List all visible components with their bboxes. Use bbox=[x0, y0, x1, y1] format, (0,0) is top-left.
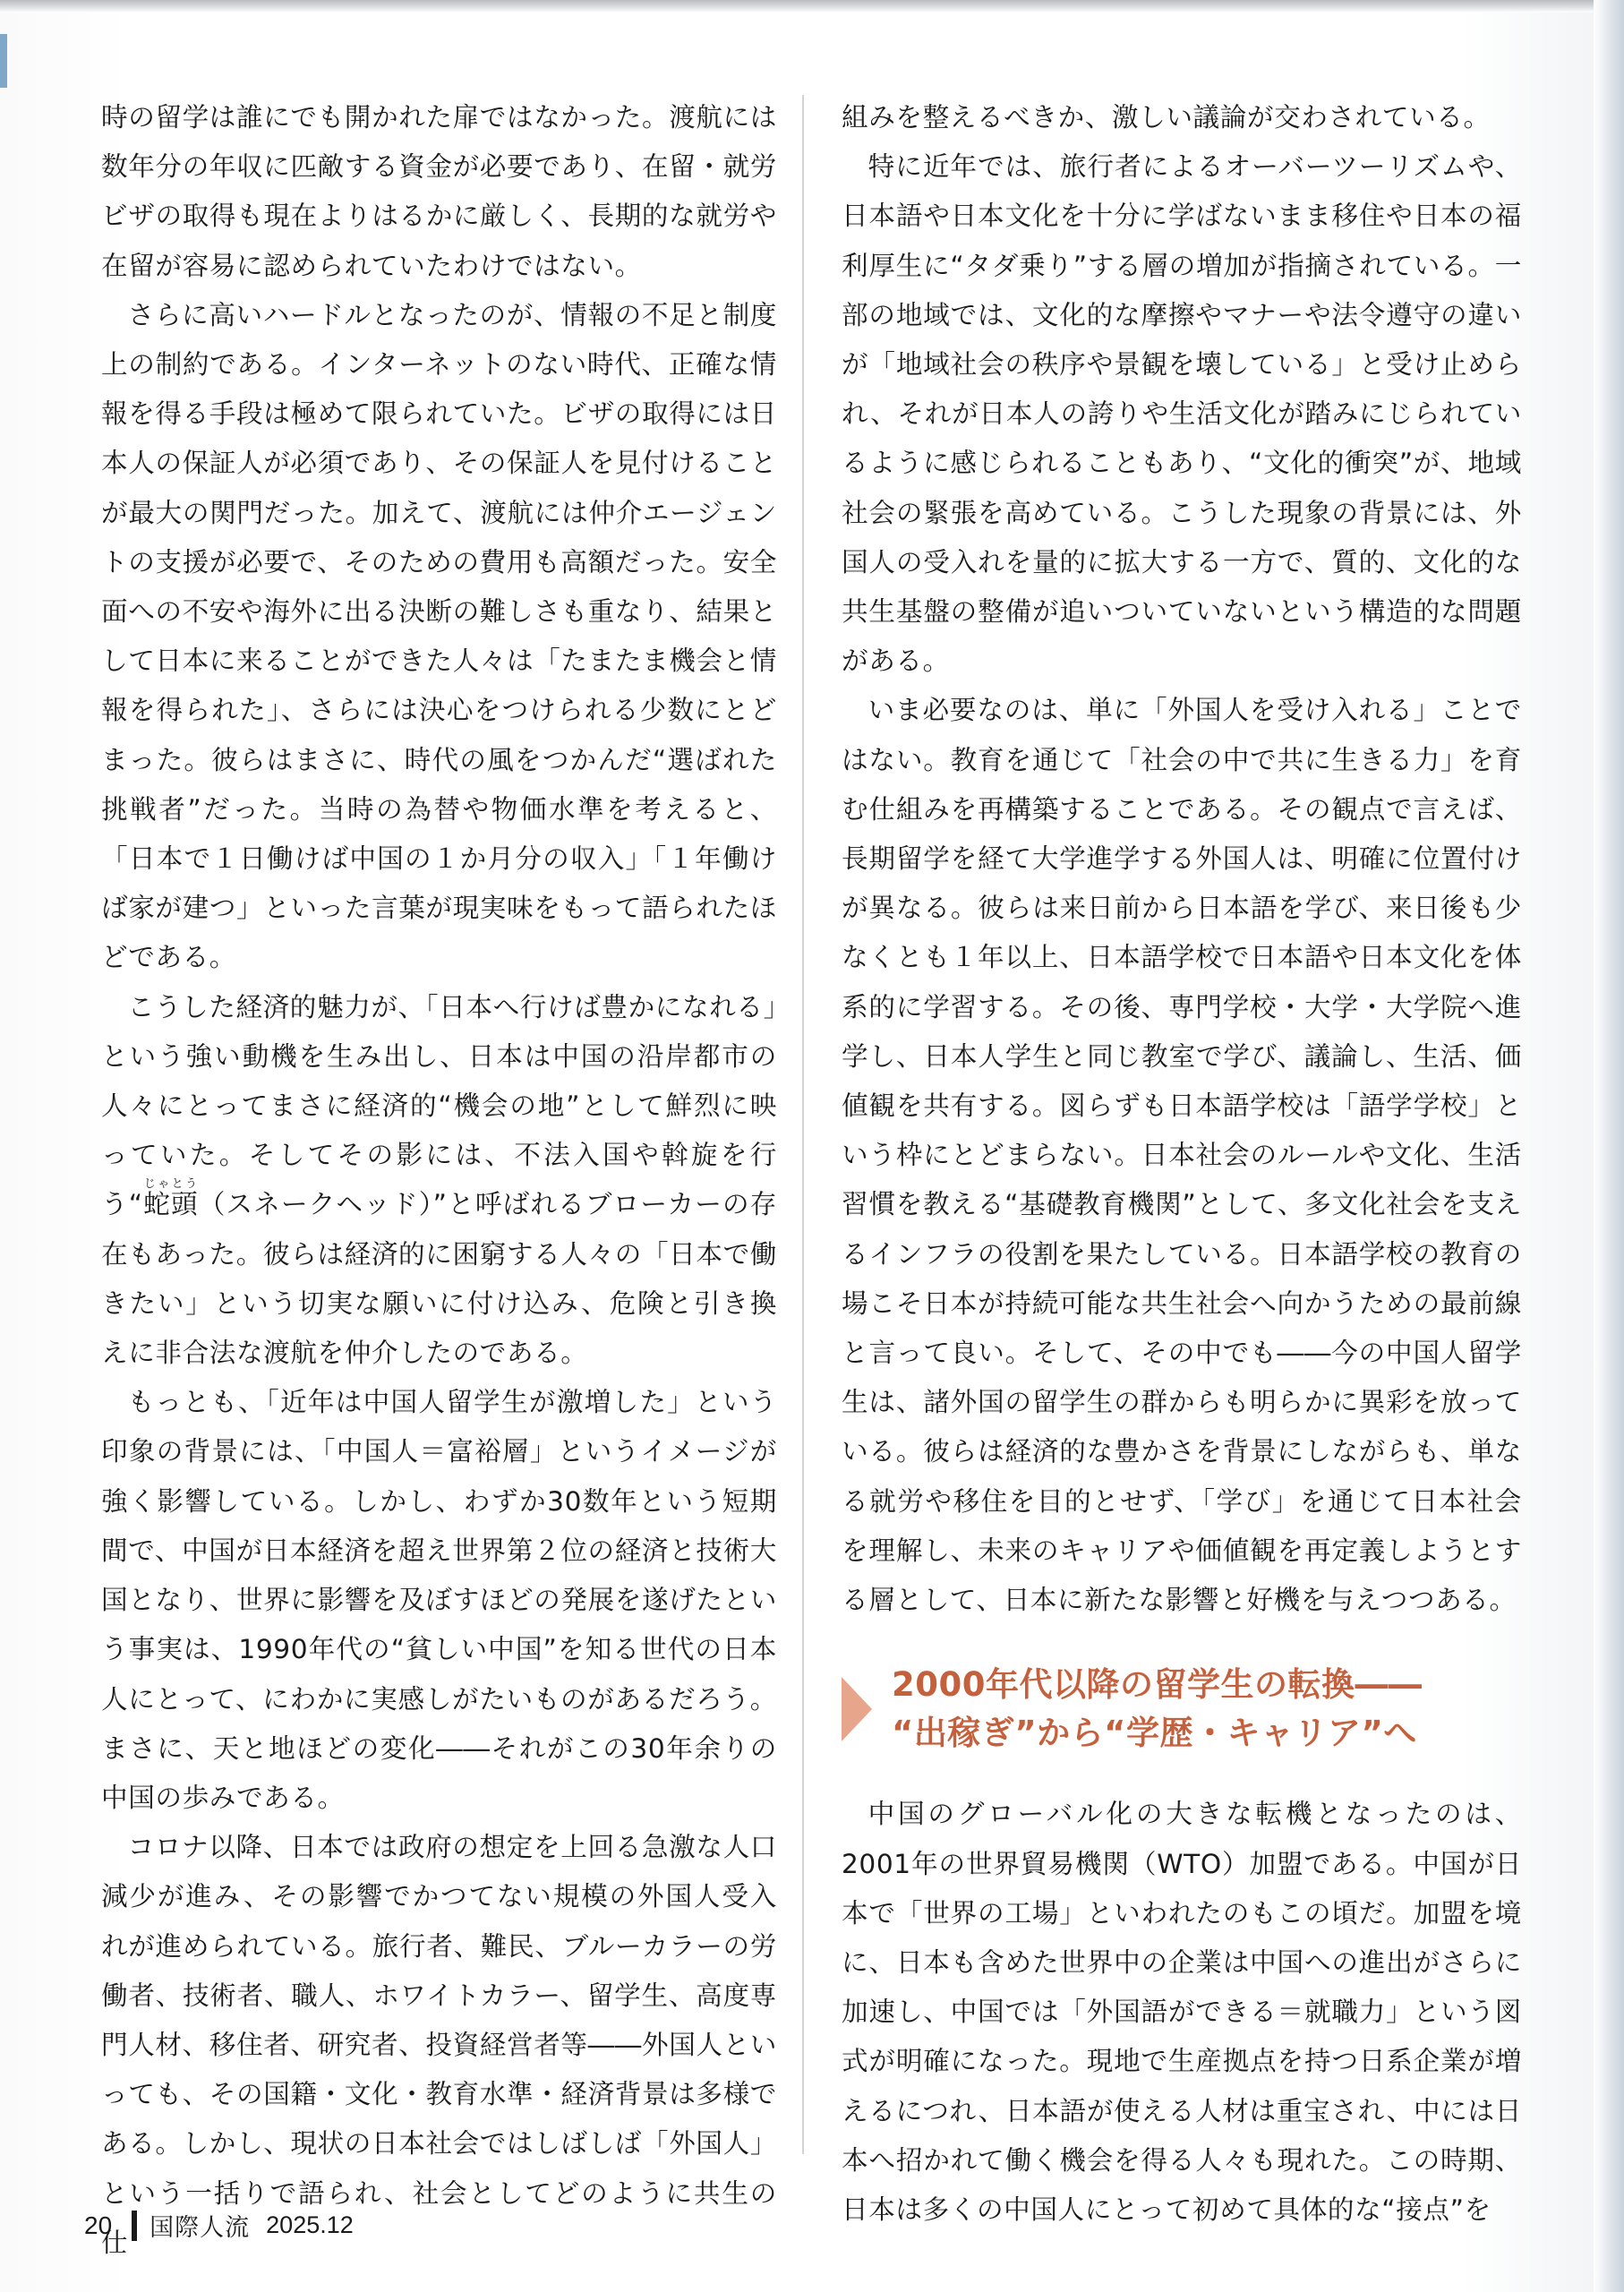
page-top-edge bbox=[0, 0, 1624, 13]
snakehead-word: 蛇頭 bbox=[142, 1189, 199, 1220]
paragraph: 時の留学は誰にでも開かれた扉ではなかった。渡航には数年分の年収に匹敵する資金が必要であり、在留・就労ビザの取得も現在よりはるかに厳しく、長期的な就労や在留が容易に認められていたわけではない。 bbox=[101, 102, 777, 281]
open-quote: “ bbox=[128, 1189, 143, 1220]
paragraph: さらに高いハードルとなったのが、情報の不足と制度上の制約である。インターネットのない時代、正確な情報を得る手段は極めて限られていた。ビザの取得には日本人の保証人が必須であり、その保証人を見付けることが最大の関門だった。加えて、渡航には仲介エージェントの支援が必要で、そのための費用も高額だった。安全面への不安や海外に出る決断の難しさも重なり、結果として日本に来ることができた人々は「たまたま機会と情報を得られた」、さらには決心をつけられる少数にとどまった。彼らはまさに、時代の風をつかんだ“選ばれた挑戦者”だった。当時の為替や物価水準を考えると、「日本で１日働けば中国の１か月分の収入」「１年働けば家が建つ」といった言葉が現実味をもって語られたほどである。 bbox=[101, 299, 777, 973]
paragraph: もっとも、「近年は中国人留学生が激増した」という印象の背景には、「中国人＝富裕層」というイメージが強く影響している。しかし、わずか30数年という短期間で、中国が日本経済を超え世界第２位の経済と技術大国となり、世界に影響を及ぼすほどの発展を遂げたという事実は、1990年代の“貧しい中国”を知る世代の日本人にとって、にわかに実感しがたいものがあるだろう。まさに、天と地ほどの変化――それがこの30年余りの中国の歩みである。 bbox=[101, 1387, 777, 1813]
page-number: 20 bbox=[84, 2211, 113, 2239]
paragraph: 中国のグローバル化の大きな転機となったのは、2001年の世界貿易機関（WTO）加盟である。中国が日本で「世界の工場」といわれたのもこの頃だ。加盟を境に、日本も含めた世界中の企業は中国への進出がさらに加速し、中国では「外国語ができる＝就職力」という図式が明確になった。現地で生産拠点を持つ日系企業が増えるにつれ、日本語が使える人材は重宝され、中には日本へ招かれて働く機会を得る人々も現れた。この時期、日本は多くの中国人にとって初めて具体的な“接点”を bbox=[842, 1799, 1523, 2225]
heading-triangle-icon bbox=[842, 1677, 872, 1741]
issue-date: 2025.12 bbox=[266, 2211, 354, 2238]
paragraph: いま必要なのは、単に「外国人を受け入れる」ことではない。教育を通じて「社会の中で共に生きる力」を育む仕組みを再構築することである。その観点で言えば、長期留学を経て大学進学する外国人は、明確に位置付けが異なる。彼らは来日前から日本語を学び、来日後も少なくとも１年以上、日本語学校で日本語や日本文化を体系的に学習する。その後、専門学校・大学・大学院へ進学し、日本人学生と同じ教室で学び、議論し、生活、価値観を共有する。図らずも日本語学校は「語学学校」という枠にとどまらない。日本社会のルールや文化、生活習慣を教える“基礎教育機関”として、多文化社会を支えるインフラの役割を果たしている。日本語学校の教育の場こそ日本が持続可能な共生社会へ向かうための最前線と言って良い。そして、その中でも――今の中国人留学生は、諸外国の留学生の群からも明らかに異彩を放っている。彼らは経済的な豊かさを背景にしながらも、単なる就労や移住を目的とせず、「学び」を通じて日本社会を理解し、未来のキャリアや価値観を再定義しようとする層として、日本に新たな影響と好機を与えつつある。 bbox=[842, 695, 1522, 1616]
paragraph bbox=[101, 983, 777, 1379]
heading-line-1: 2000年代以降の留学生の転換―― bbox=[892, 1665, 1423, 1705]
page-right-edge bbox=[1594, 0, 1624, 2292]
paragraph-text: （スネークヘッド）”と呼ばれるブローカーの存在もあった。彼らは経済的に困窮する人々の「日本で働きたい」という切実な願いに付け込み、危険と引き換えに非合法な渡航を仲介したのである。 bbox=[101, 1189, 777, 1369]
right-column bbox=[842, 93, 1522, 2235]
heading-line-2: “出稼ぎ”から“学歴・キャリア”へ bbox=[892, 1714, 1417, 1753]
section-heading bbox=[842, 1661, 1522, 1757]
footer-bar bbox=[132, 2211, 137, 2241]
binding-marker bbox=[0, 34, 7, 88]
paragraph: コロナ以降、日本では政府の想定を上回る急激な人口減少が進み、その影響でかつてない規模の外国人受入れが進められている。旅行者、難民、ブルーカラーの労働者、技術者、職人、ホワイトカラー、留学生、高度専門人材、移住者、研究者、投資経営者等――外国人といっても、その国籍・文化・教育水準・経済背景は多様である。しかし、現状の日本社会ではしばしば「外国人」という一括りで語られ、社会としてどのように共生の仕 bbox=[101, 1832, 777, 2258]
page-footer bbox=[84, 2208, 354, 2243]
magazine-title: 国際人流 bbox=[150, 2214, 251, 2241]
snakehead-reading: じゃとう bbox=[142, 1177, 199, 1192]
paragraph-text: こうした経済的魅力が、「日本へ行けば豊かになれる」という強い動機を生み出し、日本は中国の沿岸都市の人々にとってまさに経済的“機会の地”として鮮烈に映っていた。そしてその影には、不法入国や斡旋を行う bbox=[101, 991, 777, 1220]
paragraph: 特に近年では、旅行者によるオーバーツーリズムや、日本語や日本文化を十分に学ばないまま移住や日本の福利厚生に“タダ乗り”する層の増加が指摘されている。一部の地域では、文化的な摩擦やマナーや法令遵守の違いが「地域社会の秩序や景観を壊している」と受け止められ、それが日本人の誇りや生活文化が踏みにじられているように感じられることもあり、“文化的衝突”が、地域社会の緊張を高めている。こうした現象の背景には、外国人の受入れを量的に拡大する一方で、質的、文化的な共生基盤の整備が追いついていないという構造的な問題がある。 bbox=[842, 151, 1522, 677]
left-column bbox=[101, 93, 777, 2268]
column-divider bbox=[802, 95, 804, 2154]
snakehead-ruby bbox=[142, 1177, 199, 1220]
paragraph: 組みを整えるべきか、激しい議論が交わされている。 bbox=[842, 102, 1491, 133]
